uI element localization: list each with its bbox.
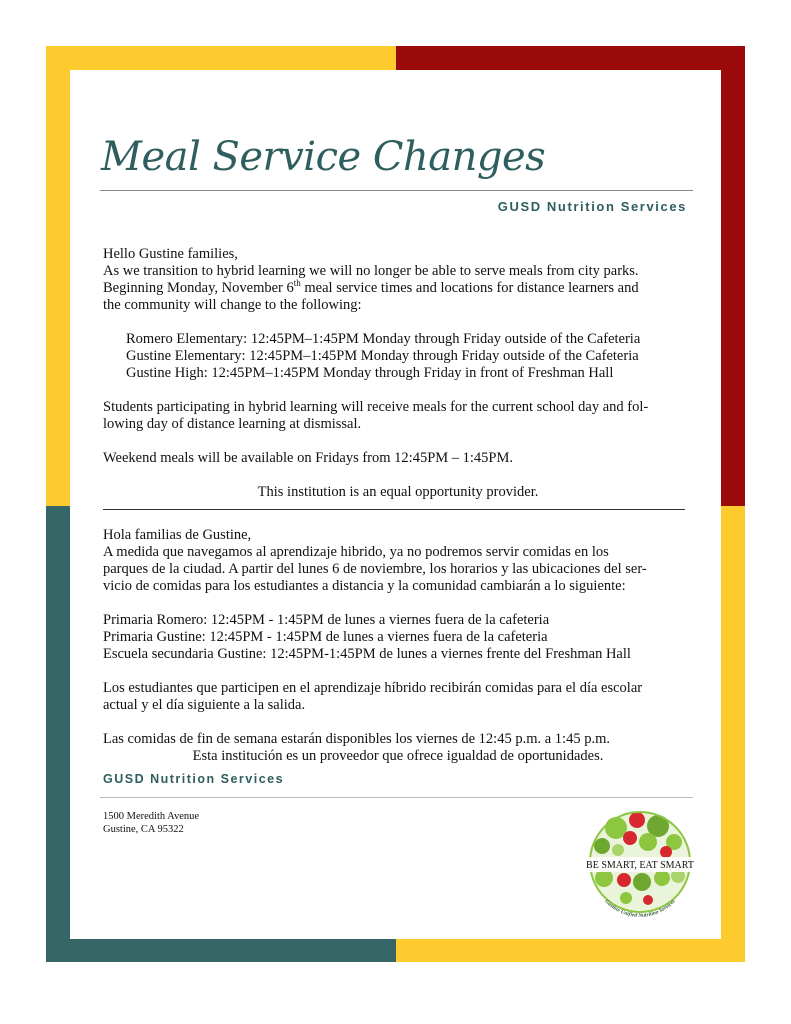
frame-top-red	[396, 46, 745, 70]
spanish-equal-opportunity: Esta institución es un proveedor que ofrece igualdad de oportunidades.	[192, 748, 604, 764]
logo-main-text: BE SMART, EAT SMART	[586, 860, 694, 871]
footer-brand: GUSD Nutrition Services	[103, 772, 285, 786]
english-schedule-item: Romero Elementary: 12:45PM–1:45PM Monday through Friday outside of the Cafeteria	[126, 331, 641, 347]
page-subtitle: GUSD Nutrition Services	[497, 199, 687, 214]
frame-right-yellow	[721, 506, 745, 962]
page-title: Meal Service Changes	[101, 134, 546, 180]
english-line-2-start: Beginning Monday, November 6	[103, 280, 294, 296]
english-weekend: Weekend meals will be available on Fridays from 12:45PM – 1:45PM.	[103, 450, 514, 466]
frame-left-teal	[46, 506, 70, 962]
spanish-line-2: parques de la ciudad. A partir del lunes 6 de noviembre, los horarios y las ubicaciones del ser-	[103, 561, 647, 577]
spanish-hybrid-line-2: actual y el día siguiente a la salida.	[103, 697, 306, 713]
english-greeting: Hello Gustine families,	[103, 246, 238, 262]
logo-arc-text: Gustine Unified Nutrition Services	[603, 898, 677, 919]
title-divider	[100, 190, 693, 191]
spanish-greeting: Hola familias de Gustine,	[103, 527, 252, 543]
spanish-weekend: Las comidas de fin de semana estarán disponibles los viernes de 12:45 p.m. a 1:45 p.m.	[103, 731, 610, 747]
address-block	[103, 810, 199, 836]
spanish-schedule-item: Primaria Gustine: 12:45PM - 1:45PM de lunes a viernes fuera de la cafeteria	[103, 629, 548, 645]
address-city: Gustine, CA 95322	[103, 824, 184, 835]
spanish-line-3: vicio de comidas para los estudiantes a distancia y la comunidad cambiarán a lo siguiente:	[103, 578, 626, 594]
frame-top-yellow	[46, 46, 396, 70]
english-hybrid-line-2: lowing day of distance learning at dismissal.	[103, 416, 362, 432]
spanish-section	[103, 527, 693, 765]
frame-left-yellow	[46, 46, 70, 506]
spanish-hybrid-line-1: Los estudiantes que participen en el aprendizaje híbrido recibirán comidas para el día escolar	[103, 680, 643, 696]
english-schedule-item: Gustine Elementary: 12:45PM–1:45PM Monday through Friday outside of the Cafeteria	[126, 348, 639, 364]
english-hybrid-line-1: Students participating in hybrid learning will receive meals for the current school day and fol-	[103, 399, 649, 415]
english-equal-opportunity: This institution is an equal opportunity provider.	[257, 484, 539, 500]
english-line-3: the community will change to the following:	[103, 297, 362, 313]
frame-right-red	[721, 46, 745, 506]
english-line-2	[103, 280, 693, 297]
section-divider	[103, 509, 685, 510]
english-line-1: As we transition to hybrid learning we will no longer be able to serve meals from city parks.	[103, 263, 639, 279]
spanish-schedule-item: Escuela secundaria Gustine: 12:45PM-1:45PM de lunes a viernes frente del Freshman Hall	[103, 646, 631, 662]
vegetable-circle-logo-icon	[582, 806, 698, 922]
english-line-2-end: meal service times and locations for distance learners and	[300, 280, 639, 296]
frame-bottom-teal	[46, 939, 396, 962]
english-schedule-item: Gustine High: 12:45PM–1:45PM Monday through Friday in front of Freshman Hall	[126, 365, 614, 381]
ordinal-suffix: th	[293, 278, 301, 288]
frame-bottom-yellow	[396, 939, 745, 962]
spanish-line-1: A medida que navegamos al aprendizaje hibrido, ya no podremos servir comidas en los	[103, 544, 609, 560]
footer-divider	[100, 797, 693, 798]
spanish-schedule-item: Primaria Romero: 12:45PM - 1:45PM de lunes a viernes fuera de la cafeteria	[103, 612, 550, 628]
address-street: 1500 Meredith Avenue	[103, 811, 200, 822]
english-section	[103, 246, 693, 501]
